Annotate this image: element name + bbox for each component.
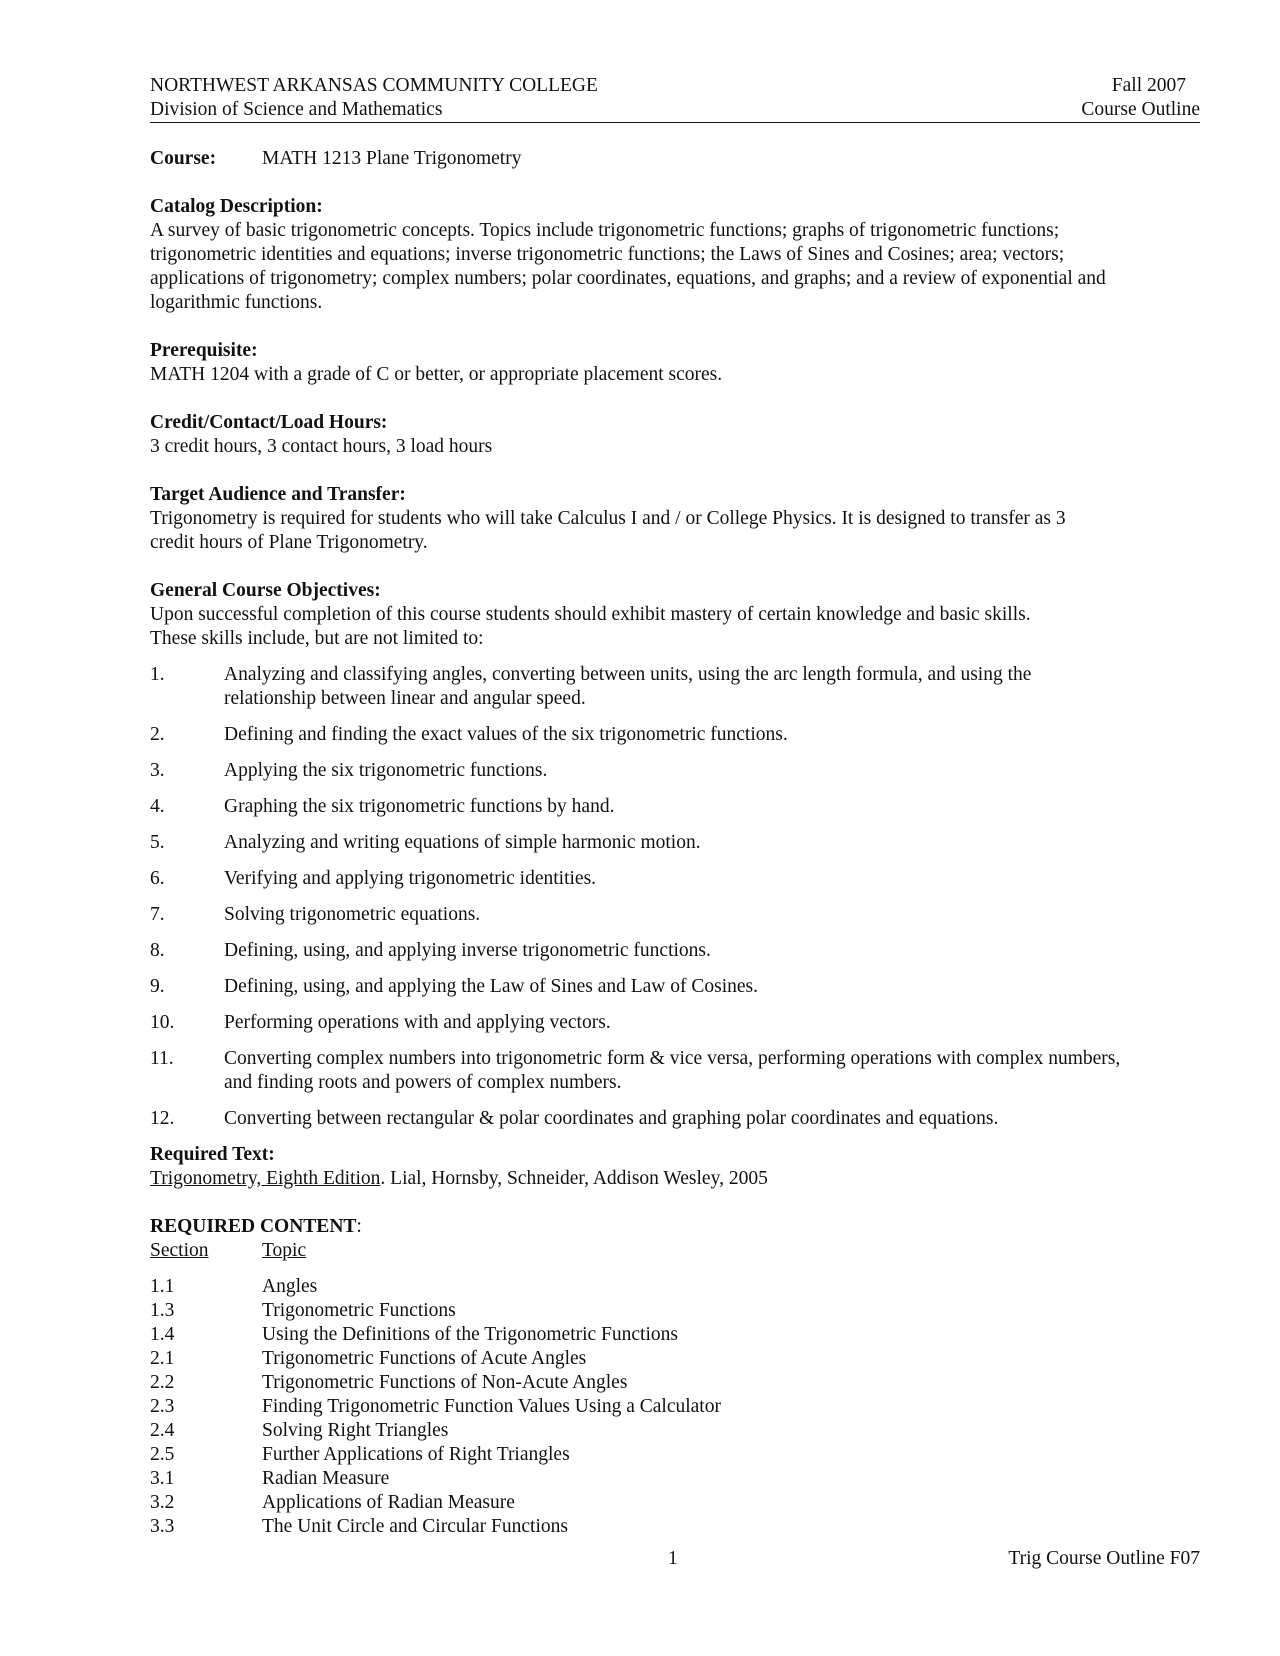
objective-number: 1. [150, 664, 165, 685]
table-row [150, 1275, 1200, 1299]
objective-item [150, 975, 1200, 999]
book-details: . Lial, Hornsby, Schneider, Addison Wesley, 2005 [380, 1168, 768, 1189]
section-number: 2.5 [150, 1444, 175, 1465]
objective-item [150, 867, 1200, 891]
prerequisite-text: MATH 1204 with a grade of C or better, or appropriate placement scores. [150, 364, 723, 385]
objective-number: 9. [150, 976, 165, 997]
page-footer [0, 1547, 1280, 1571]
table-row [150, 1299, 1200, 1323]
catalog-line: A survey of basic trigonometric concepts. Topics include trigonometric functions; graphs of trigonometric functions; [150, 220, 1060, 241]
division-name: Division of Science and Mathematics [150, 99, 443, 120]
topic-name: The Unit Circle and Circular Functions [262, 1516, 568, 1537]
objective-item [150, 1011, 1200, 1035]
objective-number: 7. [150, 904, 165, 925]
topic-name: Trigonometric Functions [262, 1300, 456, 1321]
catalog-line: applications of trigonometry; complex numbers; polar coordinates, equations, and graphs; and a review of exponential and [150, 268, 1106, 289]
objective-item [150, 663, 1200, 711]
objective-number: 4. [150, 796, 165, 817]
objective-item [150, 939, 1200, 963]
objective-line: Analyzing and writing equations of simple harmonic motion. [224, 832, 701, 853]
table-row [150, 1347, 1200, 1371]
required-text-citation [150, 1167, 1200, 1191]
course-value: MATH 1213 Plane Trigonometry [262, 148, 522, 169]
objective-line: relationship between linear and angular speed. [224, 688, 586, 709]
table-row [150, 1395, 1200, 1419]
objective-line: Analyzing and classifying angles, converting between units, using the arc length formula, and using the [224, 664, 1032, 685]
objective-line: Defining and finding the exact values of the six trigonometric functions. [224, 724, 788, 745]
table-row [150, 1443, 1200, 1467]
section-number: 3.3 [150, 1516, 175, 1537]
topic-name: Trigonometric Functions of Acute Angles [262, 1348, 587, 1369]
objectives-intro-line: Upon successful completion of this course students should exhibit mastery of certain knowledge and basic skills. [150, 604, 1031, 625]
topic-name: Using the Definitions of the Trigonometric Functions [262, 1324, 678, 1345]
section-number: 1.3 [150, 1300, 175, 1321]
objective-line: Solving trigonometric equations. [224, 904, 481, 925]
required-content-section [150, 1215, 1200, 1539]
page-number: 1 [668, 1548, 678, 1569]
objective-item [150, 795, 1200, 819]
col-header-topic: Topic [262, 1240, 307, 1261]
objective-number: 6. [150, 868, 165, 889]
book-title: Trigonometry, Eighth Edition [150, 1168, 381, 1189]
objective-line: Performing operations with and applying vectors. [224, 1012, 611, 1033]
table-row [150, 1515, 1200, 1539]
audience-line: credit hours of Plane Trigonometry. [150, 532, 428, 553]
catalog-line: trigonometric identities and equations; inverse trigonometric functions; the Laws of Sines and Cosines; area; vectors; [150, 244, 1065, 265]
objective-number: 11. [150, 1048, 174, 1069]
objective-item [150, 723, 1200, 747]
section-number: 1.1 [150, 1276, 175, 1297]
table-row [150, 1467, 1200, 1491]
objective-line: Graphing the six trigonometric functions by hand. [224, 796, 615, 817]
objective-item [150, 831, 1200, 855]
course-row [150, 147, 1200, 171]
objective-number: 2. [150, 724, 165, 745]
header-row-1 [150, 74, 1200, 98]
catalog-heading: Catalog Description: [150, 196, 323, 217]
objective-number: 10. [150, 1012, 175, 1033]
objective-item [150, 1107, 1200, 1131]
objective-number: 5. [150, 832, 165, 853]
audience-line: Trigonometry is required for students who will take Calculus I and / or College Physics. It is designed to transfer as 3 [150, 508, 1066, 529]
table-row [150, 1371, 1200, 1395]
objective-line: Converting complex numbers into trigonometric form & vice versa, performing operations with complex numbers, [224, 1048, 1121, 1069]
section-number: 2.2 [150, 1372, 175, 1393]
section-number: 1.4 [150, 1324, 175, 1345]
objective-line: Verifying and applying trigonometric identities. [224, 868, 597, 889]
header-row-2 [150, 98, 1200, 123]
institution-name: NORTHWEST ARKANSAS COMMUNITY COLLEGE [150, 75, 598, 96]
table-row [150, 1323, 1200, 1347]
section-number: 3.1 [150, 1468, 175, 1489]
term: Fall 2007 [1111, 75, 1186, 96]
objectives-heading: General Course Objectives: [150, 580, 381, 601]
objectives-section [150, 579, 1200, 1131]
objectives-intro-line: These skills include, but are not limited to: [150, 628, 484, 649]
table-row [150, 1491, 1200, 1515]
topic-name: Applications of Radian Measure [262, 1492, 515, 1513]
topic-name: Angles [262, 1276, 318, 1297]
section-number: 2.1 [150, 1348, 175, 1369]
required-content-colon: : [356, 1216, 362, 1237]
table-row [150, 1419, 1200, 1443]
objective-item [150, 759, 1200, 783]
doc-type: Course Outline [1081, 99, 1200, 120]
section-number: 2.3 [150, 1396, 175, 1417]
objective-line: Defining, using, and applying inverse trigonometric functions. [224, 940, 711, 961]
hours-heading: Credit/Contact/Load Hours: [150, 412, 388, 433]
objective-line: and finding roots and powers of complex numbers. [224, 1072, 622, 1093]
objective-number: 8. [150, 940, 165, 961]
topic-name: Solving Right Triangles [262, 1420, 449, 1441]
section-number: 3.2 [150, 1492, 175, 1513]
topic-name: Radian Measure [262, 1468, 390, 1489]
content-table-header [150, 1239, 1200, 1263]
objectives-list [150, 663, 1200, 1131]
objective-number: 3. [150, 760, 165, 781]
objective-item [150, 903, 1200, 927]
required-text-heading: Required Text: [150, 1144, 275, 1165]
hours-text: 3 credit hours, 3 contact hours, 3 load hours [150, 436, 493, 457]
section-number: 2.4 [150, 1420, 175, 1441]
prerequisite-section [150, 339, 1200, 387]
required-content-heading [150, 1215, 1200, 1239]
objective-item [150, 1047, 1200, 1095]
objective-number: 12. [150, 1108, 175, 1129]
required-text-section [150, 1143, 1200, 1191]
objective-line: Applying the six trigonometric functions. [224, 760, 548, 781]
hours-section [150, 411, 1200, 459]
objective-line: Defining, using, and applying the Law of Sines and Law of Cosines. [224, 976, 758, 997]
topic-name: Trigonometric Functions of Non-Acute Angles [262, 1372, 628, 1393]
prerequisite-heading: Prerequisite: [150, 340, 258, 361]
topic-name: Further Applications of Right Triangles [262, 1444, 570, 1465]
required-content-title: REQUIRED CONTENT [150, 1216, 357, 1237]
catalog-section [150, 195, 1200, 315]
topic-name: Finding Trigonometric Function Values Using a Calculator [262, 1396, 721, 1417]
catalog-line: logarithmic functions. [150, 292, 323, 313]
content-table [150, 1275, 1200, 1539]
audience-section [150, 483, 1200, 555]
footer-doc-name: Trig Course Outline F07 [1008, 1548, 1200, 1569]
objective-line: Converting between rectangular & polar coordinates and graphing polar coordinates and equations. [224, 1108, 999, 1129]
col-header-section: Section [150, 1240, 209, 1261]
course-label: Course: [150, 148, 217, 169]
audience-heading: Target Audience and Transfer: [150, 484, 406, 505]
document-page [150, 74, 1200, 1539]
